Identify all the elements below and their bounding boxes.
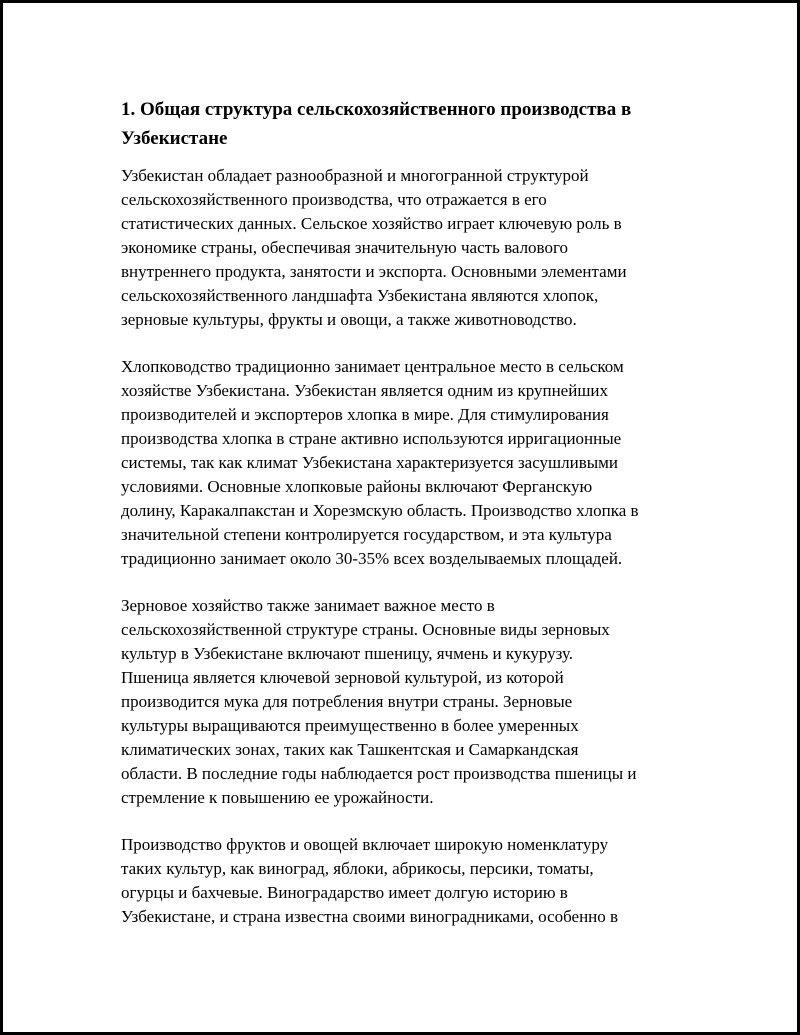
text-line: Хлопководство традиционно занимает центральное место в сельском: [121, 357, 624, 376]
text-line: Узбекистан обладает разнообразной и многогранной структурой: [121, 166, 589, 185]
paragraph-cotton: [121, 355, 701, 571]
text-line: зерновые культуры, фрукты и овощи, а также животноводство.: [121, 310, 577, 329]
text-line: экономике страны, обеспечивая значительную часть валового: [121, 238, 569, 257]
text-line: системы, так как климат Узбекистана характеризуется засушливыми: [121, 453, 619, 472]
text-line: хозяйстве Узбекистана. Узбекистан является одним из крупнейших: [121, 381, 609, 400]
heading-line: Узбекистане: [121, 128, 228, 149]
document-content: [121, 95, 701, 952]
text-line: культуры выращиваются преимущественно в более умеренных: [121, 716, 579, 735]
text-line: сельскохозяйственного производства, что отражается в его: [121, 190, 547, 209]
text-line: долину, Каракалпакстан и Хорезмскую область. Производство хлопка в: [121, 501, 639, 520]
text-line: значительной степени контролируется государством, и эта культура: [121, 525, 612, 544]
section-heading: [121, 95, 701, 153]
paragraph-fruits-vegetables: [121, 833, 701, 929]
text-line: производится мука для потребления внутри страны. Зерновые: [121, 692, 573, 711]
text-line: производителей и экспортеров хлопка в мире. Для стимулирования: [121, 405, 609, 424]
text-line: сельскохозяйственной структуре страны. Основные виды зерновых: [121, 620, 610, 639]
text-line: Узбекистане, и страна известна своими виноградниками, особенно в: [121, 907, 619, 926]
text-line: Производство фруктов и овощей включает широкую номенклатуру: [121, 835, 609, 854]
heading-line: 1. Общая структура сельскохозяйственного производства в: [121, 99, 632, 120]
text-line: таких культур, как виноград, яблоки, абрикосы, персики, томаты,: [121, 859, 594, 878]
text-line: традиционно занимает около 30-35% всех возделываемых площадей.: [121, 549, 623, 568]
text-line: культур в Узбекистане включают пшеницу, ячмень и кукурузу.: [121, 644, 574, 663]
text-line: Зерновое хозяйство также занимает важное место в: [121, 596, 495, 615]
text-line: огурцы и бахчевые. Виноградарство имеет долгую историю в: [121, 883, 568, 902]
text-line: стремление к повышению ее урожайности.: [121, 788, 434, 807]
text-line: Пшеница является ключевой зерновой культурой, из которой: [121, 668, 564, 687]
text-line: климатических зонах, таких как Ташкентская и Самаркандская: [121, 740, 579, 759]
text-line: производства хлопка в стране активно используются ирригационные: [121, 429, 622, 448]
paragraph-intro: [121, 164, 701, 332]
text-line: области. В последние годы наблюдается рост производства пшеницы и: [121, 764, 637, 783]
text-line: сельскохозяйственного ландшафта Узбекистана являются хлопок,: [121, 286, 599, 305]
paragraph-grain: [121, 594, 701, 810]
text-line: внутреннего продукта, занятости и экспорта. Основными элементами: [121, 262, 627, 281]
text-line: статистических данных. Сельское хозяйство играет ключевую роль в: [121, 214, 622, 233]
text-line: условиями. Основные хлопковые районы включают Ферганскую: [121, 477, 593, 496]
